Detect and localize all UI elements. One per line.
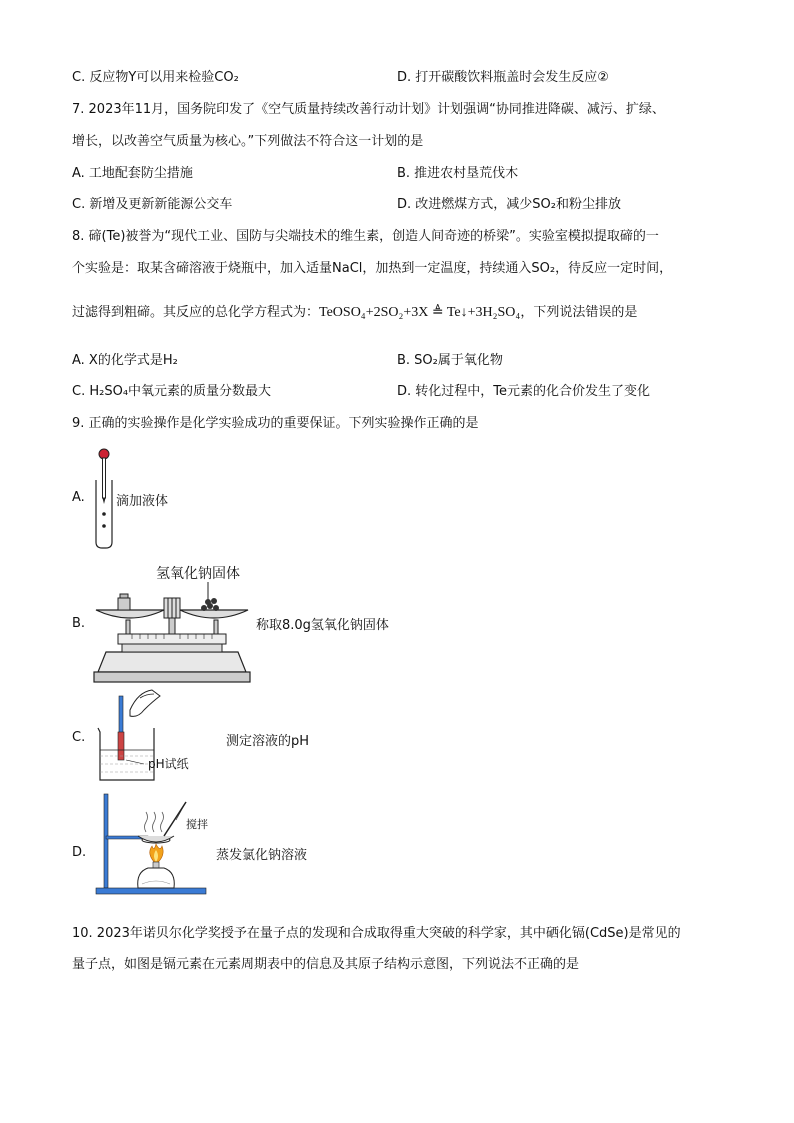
q8-stem-prefix: 过滤得到粗碲。其反应的总化学方程式为： [72, 305, 320, 320]
q8-stem-line1: 8. 碲(Te)被誉为“现代工业、国防与尖端技术的维生素，创造人间奇迹的桥梁”。实验室模拟提取碲的一 [72, 229, 659, 244]
q9-option-b-caption: 称取8.0g氢氧化钠固体 [256, 618, 389, 633]
ph-test-figure [94, 688, 204, 786]
q8-option-a: A. X的化学式是H₂ [72, 353, 178, 368]
q10-stem-line1: 10. 2023年诺贝尔化学奖授予在量子点的发现和合成取得重大突破的科学家，其中硒化镉(CdSe)是常见的 [72, 926, 681, 941]
q8-stem-suffix: ，下列说法错误的是 [520, 305, 638, 320]
q8-equation: TeOSO₄+2SO₂+3X ≜ Te↓+3H₂SO₄ [319, 305, 521, 320]
q8-stem-line3 [72, 301, 637, 321]
q8-option-b: B. SO₂属于氧化物 [397, 353, 503, 368]
q6-option-d: D. 打开碳酸饮料瓶盖时会发生反应② [397, 70, 609, 85]
q9-option-d-letter: D. [72, 845, 87, 860]
q8-option-c: C. H₂SO₄中氧元素的质量分数最大 [72, 384, 272, 399]
q7-stem-line1: 7. 2023年11月，国务院印发了《空气质量持续改善行动计划》计划强调“协同推进降碳、减污、扩绿、 [72, 102, 665, 117]
balance-label: 氢氧化钠固体 [156, 566, 240, 582]
q7-stem-line2: 增长，以改善空气质量为核心。”下列做法不符合这一计划的是 [72, 134, 424, 149]
q7-option-c: C. 新增及更新新能源公交车 [72, 197, 233, 212]
q7-option-a: A. 工地配套防尘措施 [72, 166, 193, 181]
q9-stem: 9. 正确的实验操作是化学实验成功的重要保证。下列实验操作正确的是 [72, 416, 479, 431]
q9-option-b-letter: B. [72, 616, 86, 631]
q10-stem-line2: 量子点，如图是镉元素在元素周期表中的信息及其原子结构示意图，下列说法不正确的是 [72, 957, 580, 972]
q7-option-d: D. 改进燃煤方式，减少SO₂和粉尘排放 [397, 197, 621, 212]
q8-option-d: D. 转化过程中，Te元素的化合价发生了变化 [397, 384, 651, 399]
q8-stem-line2: 个实验是：取某含碲溶液于烧瓶中，加入适量NaCl，加热到一定温度，持续通入SO₂，待反应一定时间， [72, 261, 673, 276]
q9-option-c-caption: 测定溶液的pH [226, 734, 310, 749]
q9-option-d-caption: 蒸发氯化钠溶液 [216, 848, 308, 863]
evaporation-figure [90, 792, 220, 898]
q9-option-a-letter: A. [72, 490, 85, 505]
q9-option-a-caption: 滴加液体 [116, 494, 169, 509]
q7-option-b: B. 推进农村垦荒伐木 [397, 166, 519, 181]
q9-option-c-letter: C. [72, 730, 86, 745]
q6-option-c: C. 反应物Y可以用来检验CO₂ [72, 70, 239, 85]
ph-strip-label: pH试纸 [148, 757, 189, 771]
balance-figure [92, 562, 252, 686]
stir-label: 搅拌 [186, 818, 208, 831]
